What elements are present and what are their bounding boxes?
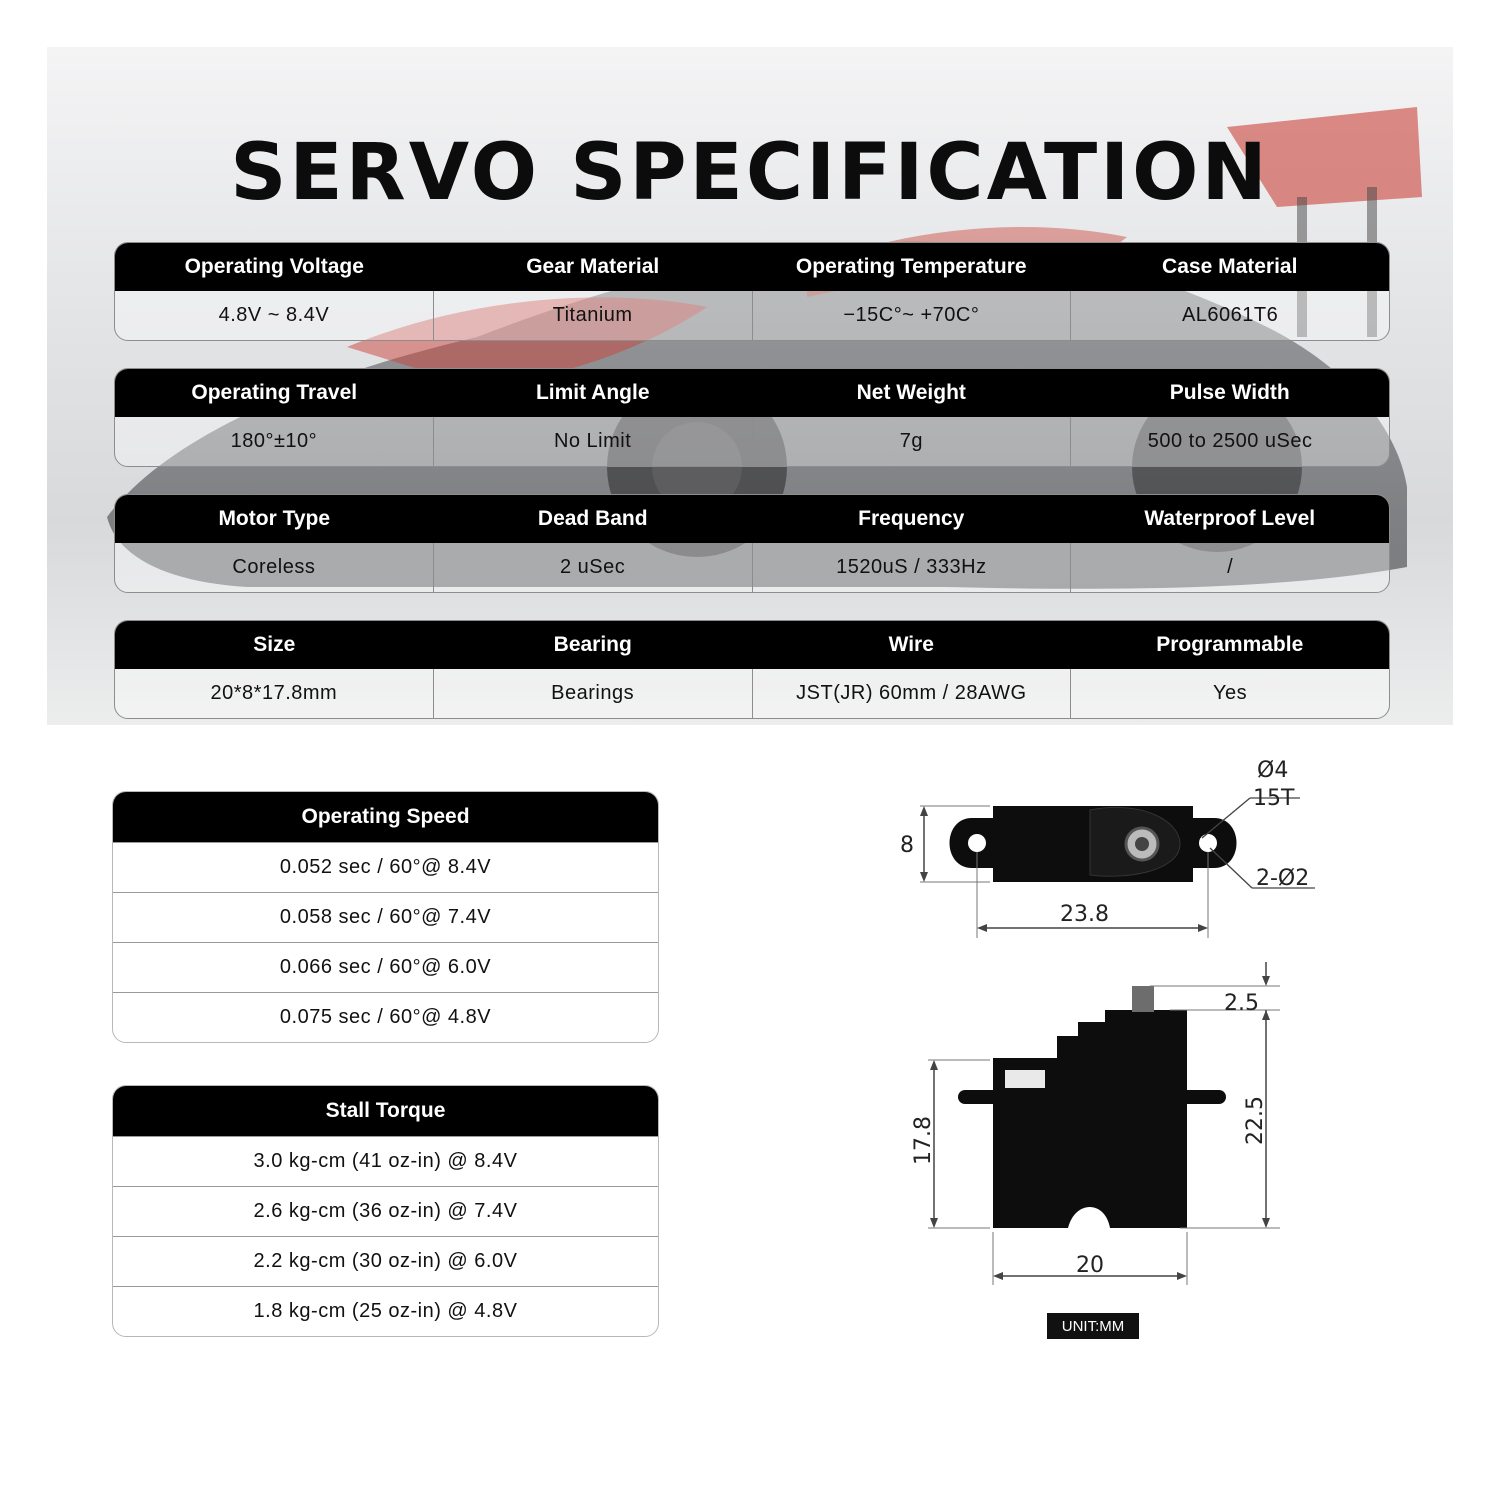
spec-value-cell: −15C°~ +70C° bbox=[752, 291, 1071, 340]
stall-torque-table bbox=[112, 1085, 659, 1337]
spec-table-4 bbox=[114, 620, 1390, 719]
stall-torque-header: Stall Torque bbox=[113, 1086, 658, 1136]
spec-value-cell: 4.8V ~ 8.4V bbox=[218, 304, 330, 326]
operating-speed-row: 0.066 sec / 60°@ 6.0V bbox=[113, 942, 658, 992]
spec-value-cell: 1520uS / 333Hz bbox=[752, 543, 1071, 592]
spec-value-cell: 2 uSec bbox=[433, 543, 752, 592]
spec-table-2 bbox=[114, 368, 1390, 467]
spec-header-cell: Gear Material bbox=[526, 255, 660, 278]
thickness-dim-label: 8 bbox=[900, 833, 914, 858]
spline-height-dim-label: 2.5 bbox=[1224, 991, 1259, 1016]
spec-header-cell: Motor Type bbox=[218, 507, 331, 530]
page-title: SERVO SPECIFICATION bbox=[230, 128, 1270, 218]
spec-header-cell: Waterproof Level bbox=[1144, 507, 1316, 530]
operating-speed-row: 0.058 sec / 60°@ 7.4V bbox=[113, 892, 658, 942]
spec-value-cell: Yes bbox=[1070, 669, 1389, 718]
stall-torque-row: 2.2 kg-cm (30 oz-in) @ 6.0V bbox=[113, 1236, 658, 1286]
spec-header-cell: Dead Band bbox=[537, 507, 648, 530]
body-height-dim-label: 17.8 bbox=[911, 1116, 936, 1165]
operating-speed-table bbox=[112, 791, 659, 1043]
spec-table-row bbox=[115, 669, 1389, 718]
total-height-dim-label: 22.5 bbox=[1243, 1096, 1268, 1145]
spec-table-row bbox=[115, 291, 1389, 340]
spec-table-row bbox=[115, 417, 1389, 466]
spec-value-cell: / bbox=[1070, 543, 1389, 592]
spec-table-3 bbox=[114, 494, 1390, 593]
operating-speed-row: 0.052 sec / 60°@ 8.4V bbox=[113, 842, 658, 892]
operating-speed-row: 0.075 sec / 60°@ 4.8V bbox=[113, 992, 658, 1042]
spec-header-cell: Wire bbox=[888, 633, 934, 656]
spec-value-cell: AL6061T6 bbox=[1070, 291, 1389, 340]
spec-header-cell: Bearing bbox=[553, 633, 632, 656]
spec-header-cell: Pulse Width bbox=[1169, 381, 1290, 404]
spec-table-1 bbox=[114, 242, 1390, 341]
spec-header-cell: Operating Travel bbox=[191, 381, 358, 404]
shaft-diameter-label: Ø4 bbox=[1257, 758, 1289, 783]
spec-value-cell: Titanium bbox=[433, 291, 752, 340]
stall-torque-row: 1.8 kg-cm (25 oz-in) @ 4.8V bbox=[113, 1286, 658, 1336]
spec-value-cell: 180°±10° bbox=[230, 430, 318, 452]
spec-table-header bbox=[115, 243, 1389, 291]
spec-table-header bbox=[115, 369, 1389, 417]
spec-value-cell: JST(JR) 60mm / 28AWG bbox=[752, 669, 1071, 718]
hole-spacing-dim-label: 23.8 bbox=[1060, 902, 1109, 927]
spec-table-header bbox=[115, 621, 1389, 669]
spec-value-cell: No Limit bbox=[433, 417, 752, 466]
mount-holes-label: 2-Ø2 bbox=[1256, 866, 1310, 891]
stall-torque-row: 2.6 kg-cm (36 oz-in) @ 7.4V bbox=[113, 1186, 658, 1236]
spec-header-cell: Operating Temperature bbox=[795, 255, 1027, 278]
operating-speed-header: Operating Speed bbox=[113, 792, 658, 842]
unit-badge: UNIT:MM bbox=[1047, 1313, 1139, 1339]
spec-header-cell: Programmable bbox=[1156, 633, 1304, 656]
spec-header-cell: Size bbox=[253, 633, 296, 656]
spline-teeth-label: 15T bbox=[1253, 786, 1295, 811]
servo-side-view bbox=[958, 986, 1226, 1228]
servo-top-view bbox=[950, 806, 1237, 882]
spec-header-cell: Limit Angle bbox=[535, 381, 650, 404]
spec-value-cell: Coreless bbox=[232, 556, 316, 578]
spec-header-cell: Case Material bbox=[1162, 255, 1298, 278]
stall-torque-row: 3.0 kg-cm (41 oz-in) @ 8.4V bbox=[113, 1136, 658, 1186]
spec-value-cell: 20*8*17.8mm bbox=[210, 682, 338, 704]
spec-header-cell: Net Weight bbox=[856, 381, 966, 404]
spec-value-cell: 7g bbox=[752, 417, 1071, 466]
spec-value-cell: Bearings bbox=[433, 669, 752, 718]
body-width-dim-label: 20 bbox=[1076, 1253, 1104, 1278]
spec-value-cell: 500 to 2500 uSec bbox=[1070, 417, 1389, 466]
spec-table-header bbox=[115, 495, 1389, 543]
spec-table-row bbox=[115, 543, 1389, 592]
dimension-drawing bbox=[880, 740, 1360, 1360]
spec-header-cell: Frequency bbox=[858, 507, 965, 530]
spec-header-cell: Operating Voltage bbox=[184, 255, 364, 278]
